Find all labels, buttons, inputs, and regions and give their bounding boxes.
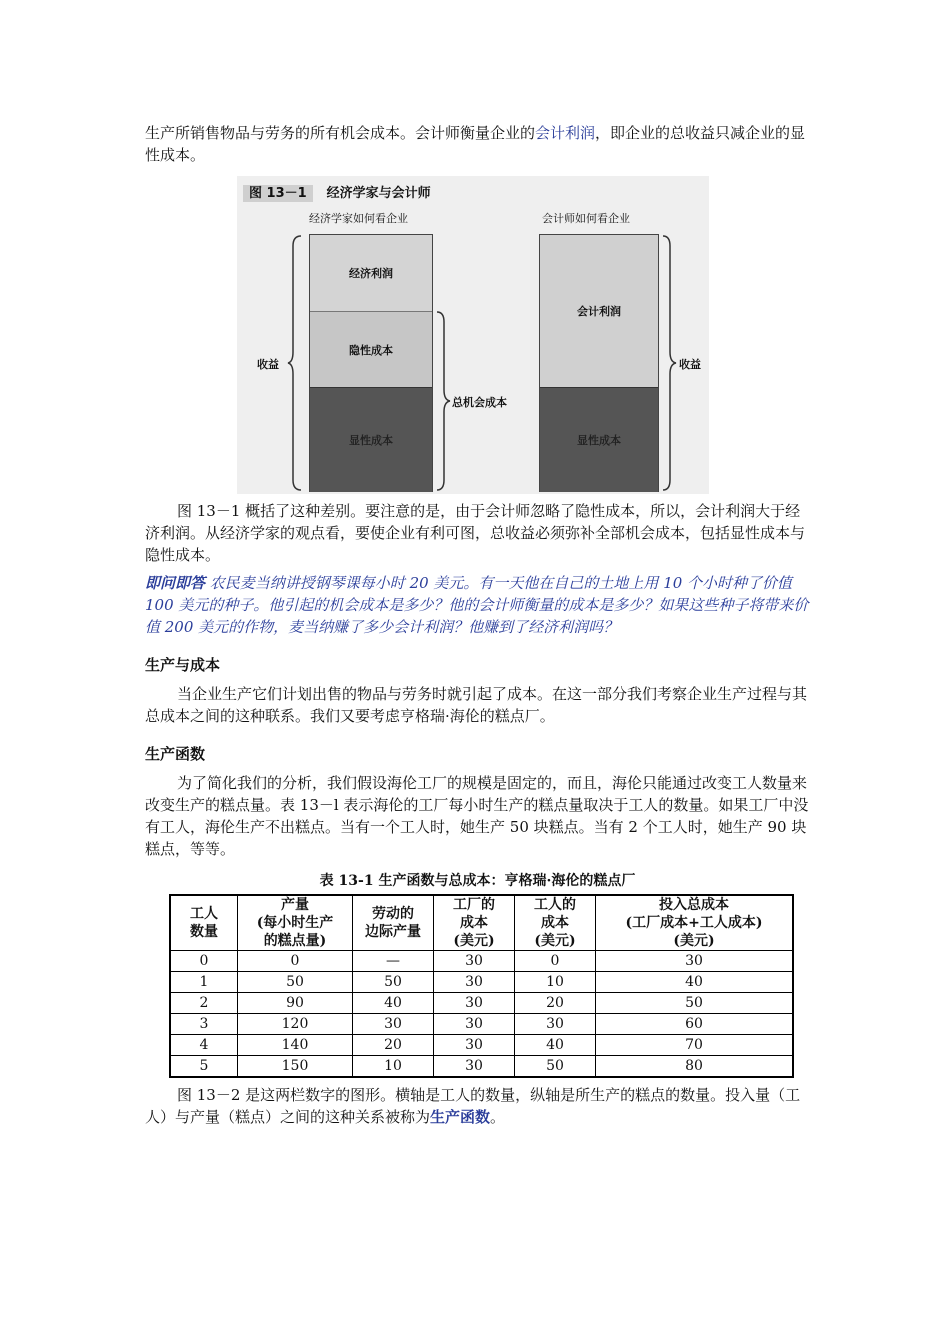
table-cell: 0 [170,951,238,972]
explicit-costs-segment-left: 显性成本 [310,387,432,492]
table-cell: 50 [238,972,353,993]
paragraph-figure-summary: 图 13－1 概括了这种差别。要注意的是，由于会计师忽略了隐性成本，所以，会计利润大于经济利润。从经济学家的观点看，要使企业有利可图，总收益必须弥补全部机会成本，包括显性成本与隐性成本。 [145,502,806,564]
table-cell: 30 [434,1035,515,1056]
section-heading-production-costs: 生产与成本 [145,656,221,674]
table-cell: 30 [596,951,794,972]
table-cell: 60 [596,1014,794,1035]
header-worker-cost: 工人的 成本 (美元) [515,895,596,951]
paragraph-text: ，即企业的总收益只减企业的显性成本。 [145,124,806,164]
figure-13-1 [237,176,709,494]
table-cell: 0 [515,951,596,972]
header-total-cost: 投入总成本 (工厂成本+工人成本) (美元) [596,895,794,951]
header-factory-cost: 工厂的 成本 (美元) [434,895,515,951]
table-cell: 30 [434,1056,515,1078]
table-cell: 30 [434,993,515,1014]
table-cell: 150 [238,1056,353,1078]
paragraph-production-function-definition [145,1084,810,1128]
paragraph-text: 。 [490,1108,506,1126]
table-cell: 3 [170,1014,238,1035]
table-cell: 20 [515,993,596,1014]
table-cell: 140 [238,1035,353,1056]
figure-tag: 图 13－1 [243,185,313,202]
table-cell: 50 [596,993,794,1014]
table-cell: 30 [434,951,515,972]
table-cell: 0 [238,951,353,972]
table-cell: 4 [170,1035,238,1056]
section-heading-production-function: 生产函数 [145,745,206,763]
table-cell: 50 [353,972,434,993]
table-cell: 40 [515,1035,596,1056]
right-bar-caption: 会计师如何看企业 [542,212,630,225]
production-cost-table [169,894,794,1078]
table-cell: 90 [238,993,353,1014]
table-cell: 20 [353,1035,434,1056]
table-cell: 30 [434,1014,515,1035]
table-row [170,1056,793,1078]
table-cell: 5 [170,1056,238,1078]
accounting-profit-segment: 会计利润 [540,235,658,387]
table-row [170,993,793,1014]
paragraph-text: 生产所销售物品与劳务的所有机会成本。会计师衡量企业的 [145,124,536,142]
explicit-costs-segment-right: 显性成本 [540,387,658,492]
revenue-brace-right [661,234,677,492]
table-cell: 10 [353,1056,434,1078]
figure-title-text: 经济学家与会计师 [326,186,431,201]
header-output: 产量 (每小时生产 的糕点量) [238,895,353,951]
figure-title [243,182,431,201]
quick-quiz [145,572,810,638]
term-accounting-profit[interactable]: 会计利润 [535,124,596,142]
accountant-bar [539,234,659,492]
table-cell: 30 [353,1014,434,1035]
table-cell: 120 [238,1014,353,1035]
table-cell: 80 [596,1056,794,1078]
table-caption: 表 13-1 生产函数与总成本：亨格瑞·海伦的糕点厂 [319,873,636,889]
table-cell: 1 [170,972,238,993]
table-cell: 30 [515,1014,596,1035]
term-production-function[interactable]: 生产函数 [430,1108,491,1126]
document-page [145,122,810,1128]
revenue-label-left: 收益 [257,358,279,371]
quick-quiz-label: 即问即答 [145,574,206,592]
opportunity-cost-brace [435,310,451,492]
table-cell: — [353,951,434,972]
revenue-label-right: 收益 [679,358,701,371]
table-cell: 10 [515,972,596,993]
left-bar-caption: 经济学家如何看企业 [309,212,408,225]
paragraph-accounting-profit [145,122,810,166]
paragraph-production-function: 为了简化我们的分析，我们假设海伦工厂的规模是固定的，而且，海伦只能通过改变工人数量来改变生产的糕点量。表 13－l 表示海伦的工厂每小时生产的糕点量取决于工人的数量。如果工厂中没有工人，海伦生产不出糕点。当有一个工人时，她生产 50 块糕点。当有 2 个工人时，她生产 90 块糕点，等等。 [145,774,809,858]
total-opportunity-costs-label: 总机会成本 [452,396,507,409]
table-row [170,951,793,972]
table-cell: 30 [434,972,515,993]
table-cell: 70 [596,1035,794,1056]
table-row [170,972,793,993]
implicit-costs-segment: 隐性成本 [310,311,432,388]
table-row [170,1014,793,1035]
table-row [170,1035,793,1056]
table-cell: 40 [353,993,434,1014]
economic-profit-segment: 经济利润 [310,235,432,311]
header-workers: 工人 数量 [170,895,238,951]
header-marginal-product: 劳动的 边际产量 [353,895,434,951]
table-cell: 50 [515,1056,596,1078]
economist-bar [309,234,433,492]
revenue-brace-left [287,234,305,492]
table-cell: 2 [170,993,238,1014]
quick-quiz-text: 农民麦当纳讲授钢琴课每小时 20 美元。有一天他在自己的土地上用 10 个小时种了价值 100 美元的种子。他引起的机会成本是多少？他的会计师衡量的成本是多少？如果这些种子将带来价值 200 美元的作物，麦当纳赚了多少会计利润？他赚到了经济利润吗？ [145,574,809,636]
table-cell: 40 [596,972,794,993]
table-header-row [170,895,793,951]
paragraph-production-costs: 当企业生产它们计划出售的物品与劳务时就引起了成本。在这一部分我们考察企业生产过程与其总成本之间的这种联系。我们又要考虑亨格瑞·海伦的糕点厂。 [145,685,808,725]
paragraph-text: 图 13－2 是这两栏数字的图形。横轴是工人的数量，纵轴是所生产的糕点的数量。投入量（工人）与产量（糕点）之间的这种关系被称为 [145,1086,801,1126]
